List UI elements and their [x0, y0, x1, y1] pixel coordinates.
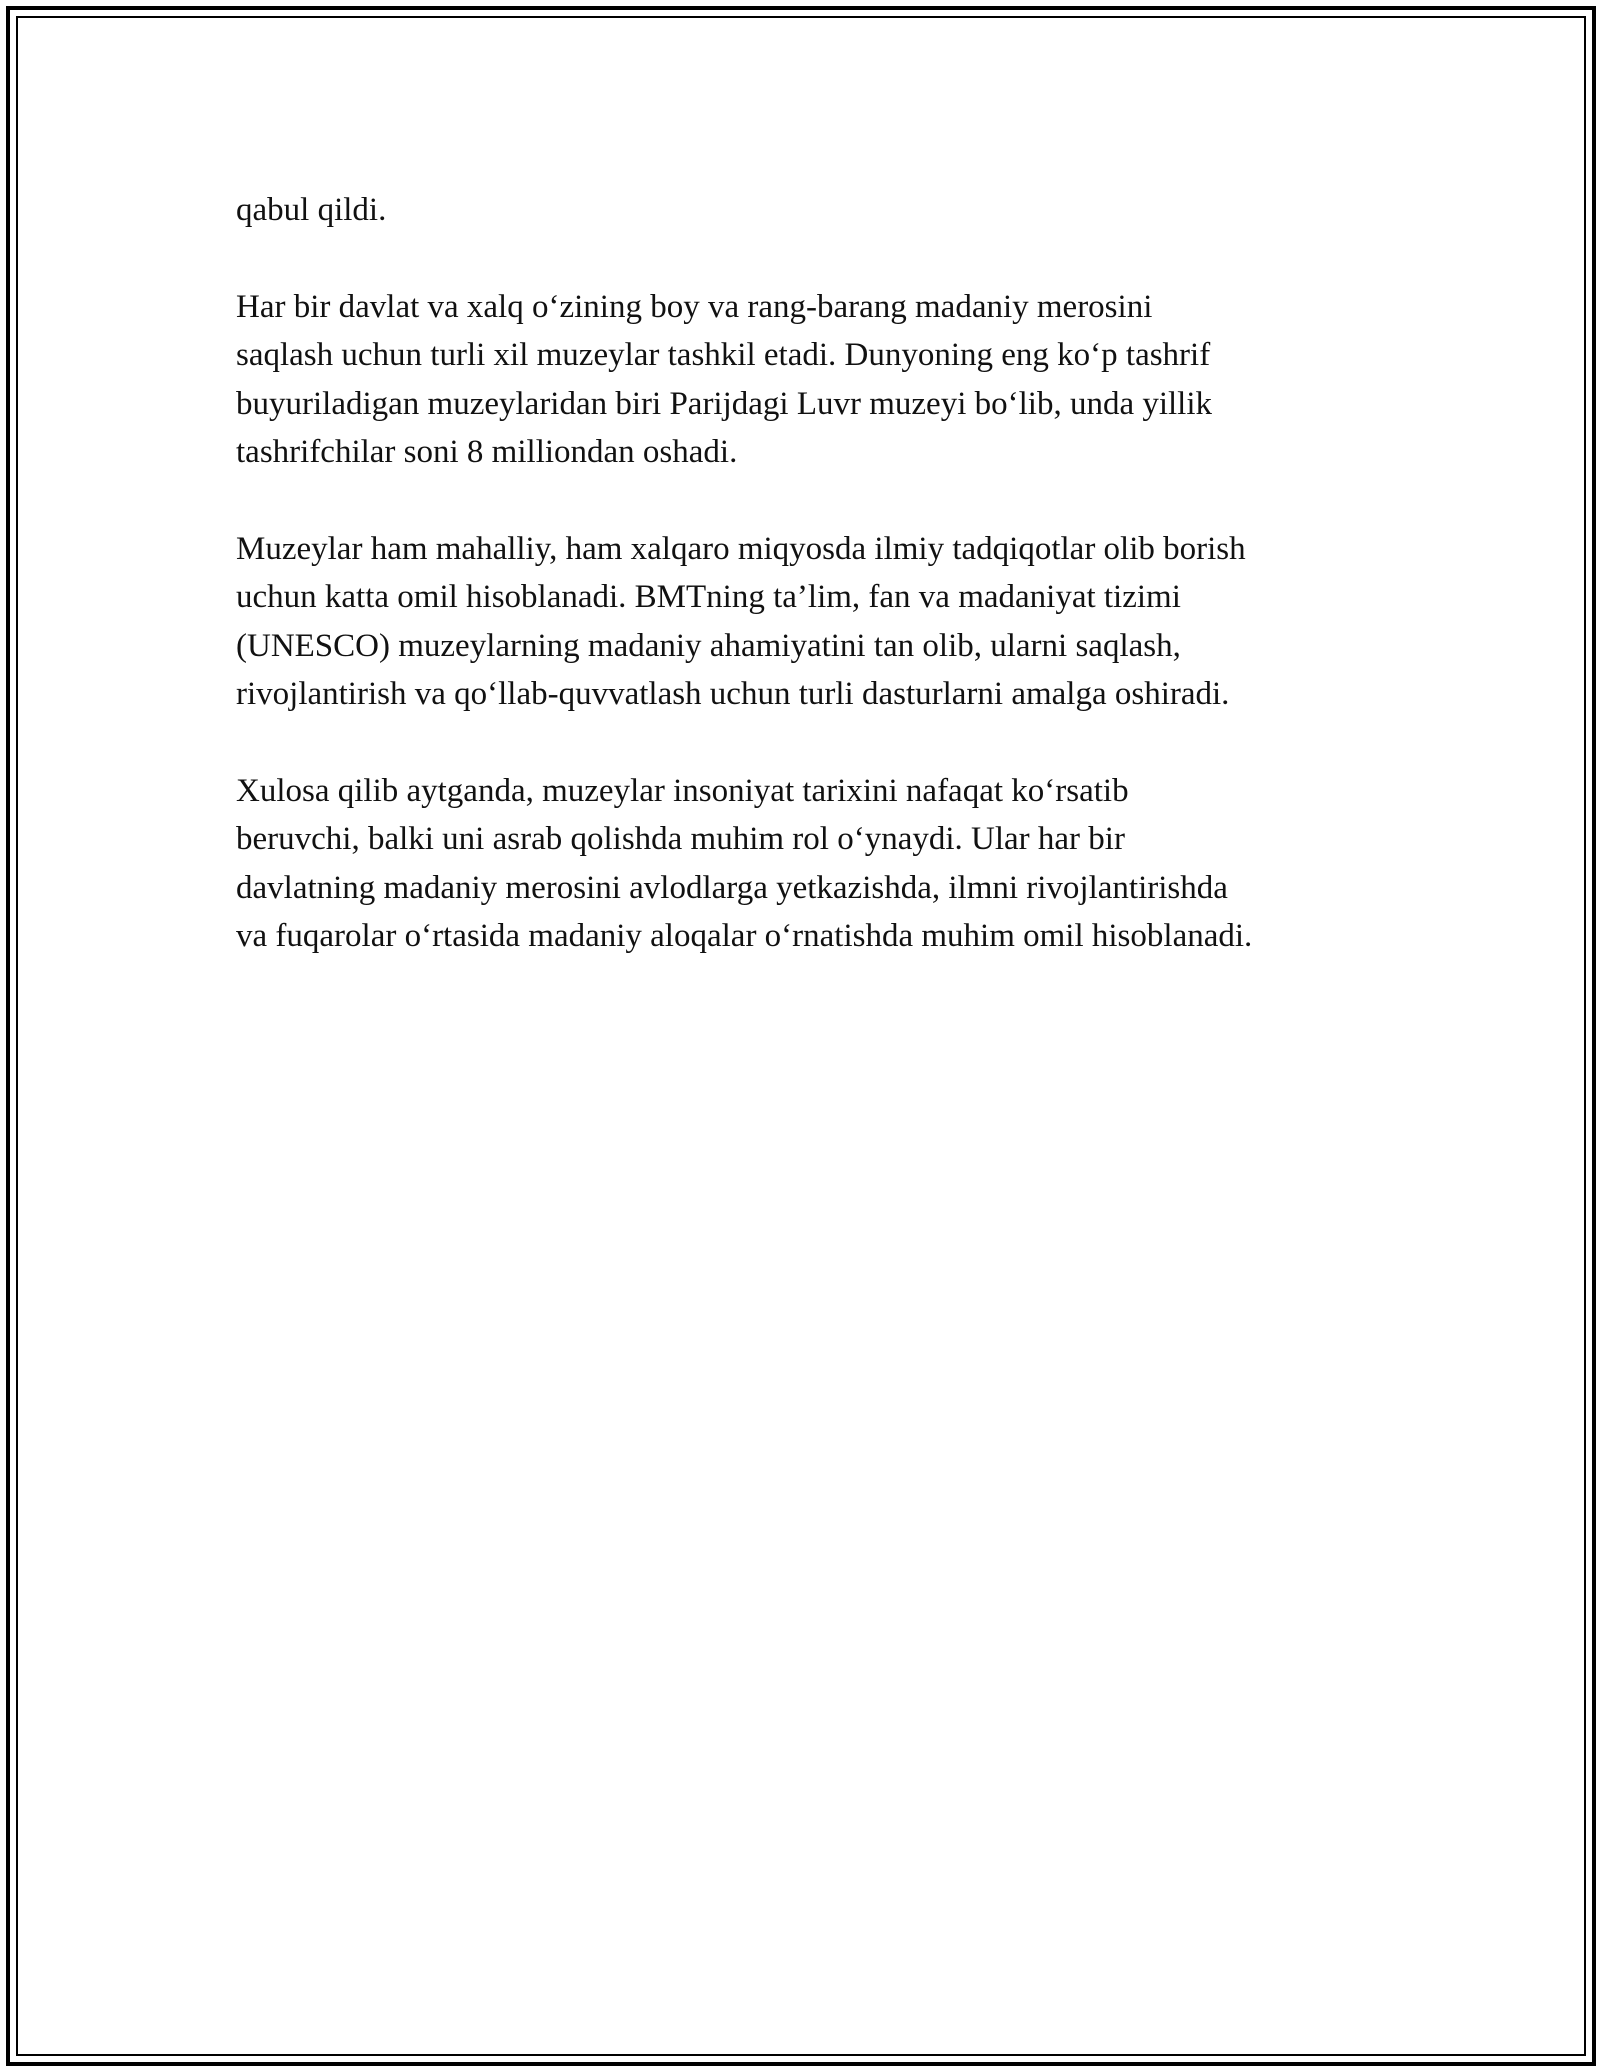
- text-line: tashrifchilar soni 8 milliondan oshadi.: [236, 434, 738, 471]
- text-line: uchun katta omil hisoblanadi. BMTning ta’lim, fan va madaniyat tizimi: [236, 579, 1181, 616]
- text-line: davlatning madaniy merosini avlodlarga yetkazishda, ilmni rivojlantirishda: [236, 869, 1228, 906]
- paragraph-1: [236, 186, 1386, 234]
- text-line: va fuqarolar o‘rtasida madaniy aloqalar o‘rnatishda muhim omil hisoblanadi.: [236, 918, 1253, 955]
- text-line: buyuriladigan muzeylaridan biri Parijdagi Luvr muzeyi bo‘lib, unda yillik: [236, 385, 1213, 422]
- text-line: Har bir davlat va xalq o‘zining boy va rang-barang madaniy merosini: [236, 288, 1153, 325]
- text-line: beruvchi, balki uni asrab qolishda muhim rol o‘ynaydi. Ular har bir: [236, 821, 1125, 858]
- text-line: saqlash uchun turli xil muzeylar tashkil etadi. Dunyoning eng ko‘p tashrif: [236, 337, 1211, 374]
- text-line: rivojlantirish va qo‘llab-quvvatlash uchun turli dasturlarni amalga oshiradi.: [236, 676, 1230, 713]
- paragraph-2: [236, 283, 1386, 477]
- paragraph-4: [236, 767, 1386, 961]
- text-line: (UNESCO) muzeylarning madaniy ahamiyatini tan olib, ularni saqlash,: [236, 627, 1181, 664]
- text-line: qabul qildi.: [236, 192, 387, 228]
- paragraph-3: [236, 525, 1386, 719]
- text-line: Muzeylar ham mahalliy, ham xalqaro miqyosda ilmiy tadqiqotlar olib borish: [236, 530, 1246, 567]
- document-body: [236, 186, 1386, 1009]
- text-line: Xulosa qilib aytganda, muzeylar insoniyat tarixini nafaqat ko‘rsatib: [236, 772, 1129, 809]
